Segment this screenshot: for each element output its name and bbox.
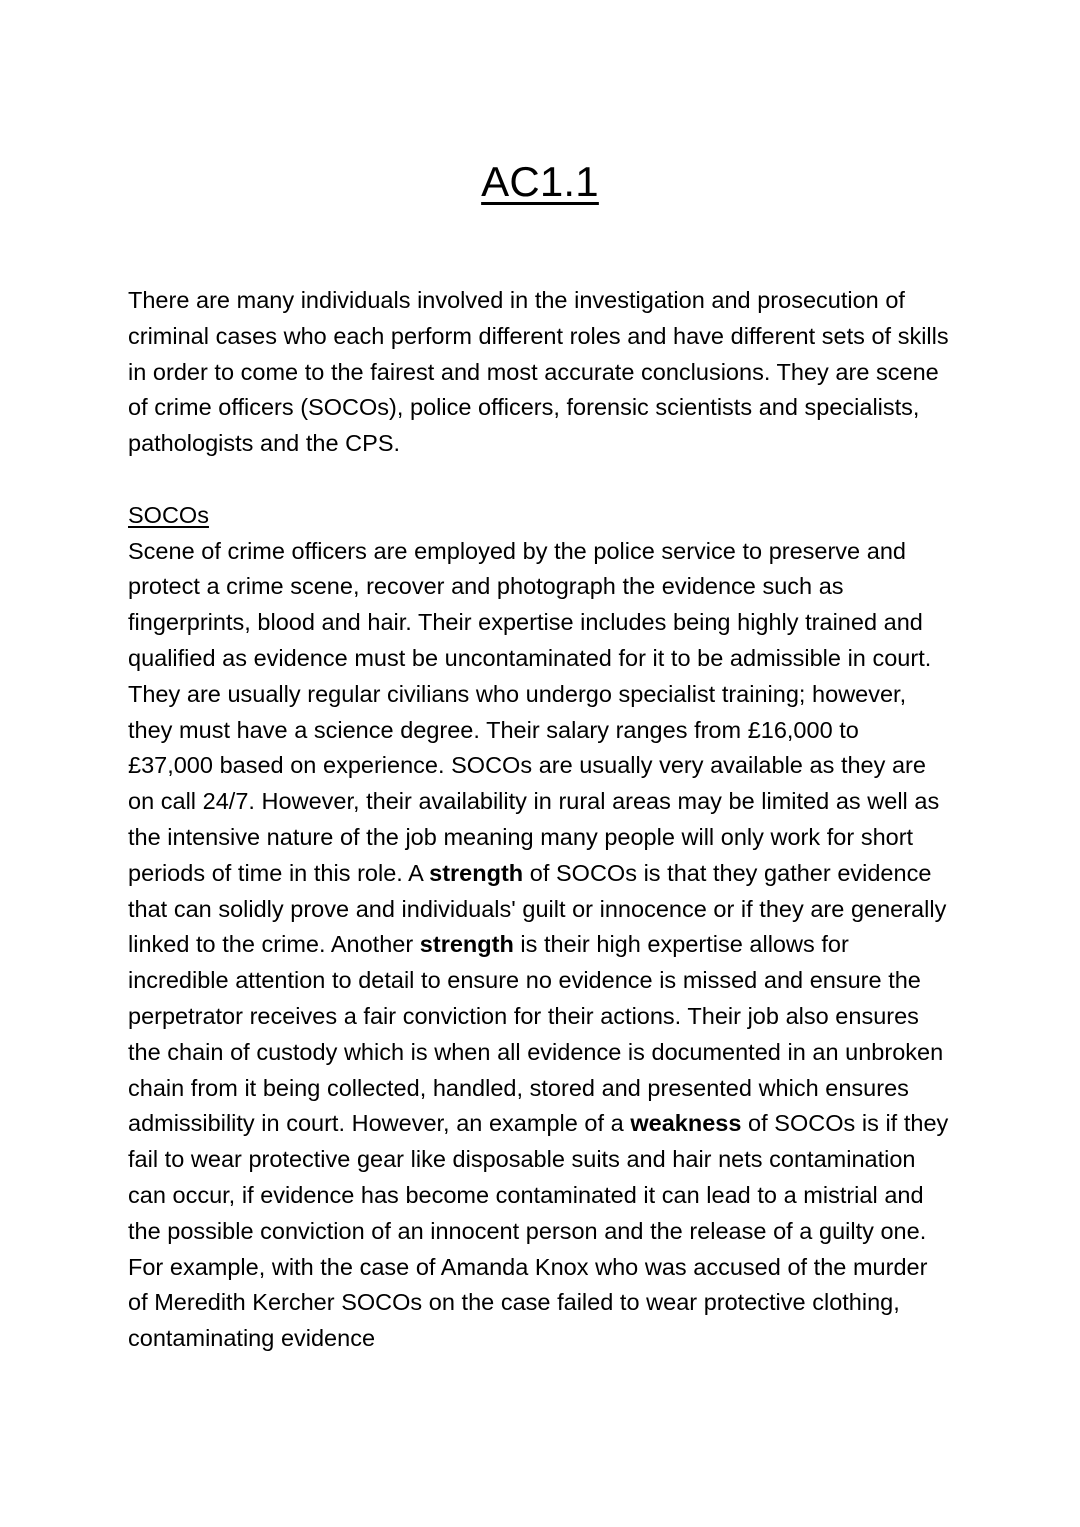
emphasis-term: strength bbox=[419, 931, 514, 958]
section-body-socos bbox=[128, 534, 950, 1357]
page-title-text: AC1.1 bbox=[481, 158, 599, 206]
body-text-run: of SOCOs is if they fail to wear protective gear like disposable suits and hair nets contamination can occur, if evidence has become contaminated it can lead to a mistrial and the possible conviction of an innocent person and the release of a guilty one. For example, with the case of Amanda Knox who was accused of the murder of Meredith Kercher SOCOs on the case failed to wear protective clothing, contaminating evidence bbox=[128, 1110, 949, 1352]
body-text-run: is their high expertise allows for incredible attention to detail to ensure no evidence is missed and ensure the perpetrator receives a fair conviction for their actions. Their job also ensures the chain of custody which is when all evidence is documented in an unbroken chain from it being collected, handled, stored and presented which ensures admissibility in court. However, an example of a bbox=[128, 931, 944, 1137]
section-heading-socos bbox=[128, 498, 950, 534]
page-title bbox=[0, 156, 1080, 208]
emphasis-term: weakness bbox=[630, 1110, 742, 1137]
intro-paragraph: There are many individuals involved in the investigation and prosecution of criminal cases who each perform different roles and have different sets of skills in order to come to the fairest and most accurate conclusions. They are scene of crime officers (SOCOs), police officers, forensic scientists and specialists, pathologists and the CPS. bbox=[128, 287, 949, 457]
paragraph-spacer bbox=[128, 462, 950, 498]
emphasis-term: strength bbox=[429, 859, 524, 886]
section-heading-text: SOCOs bbox=[128, 501, 209, 528]
document-body bbox=[128, 283, 950, 1357]
body-text-run: of SOCOs is that they gather evidence that can solidly prove and individuals' guilt or innocence or if they are generally linked to the crime. Another bbox=[128, 859, 947, 958]
body-text-run: Scene of crime officers are employed by the police service to preserve and protect a crime scene, recover and photograph the evidence such as fingerprints, blood and hair. Their expertise includes being highly trained and qualified as evidence must be uncontaminated for it to be admissible in court. They are usually regular civilians who undergo specialist training; however, they must have a science degree. Their salary ranges from £16,000 to £37,000 based on experience. SOCOs are usually very available as they are on call 24/7. However, their availability in rural areas may be limited as well as the intensive nature of the job meaning many people will only work for short periods of time in this role. A bbox=[128, 537, 940, 886]
